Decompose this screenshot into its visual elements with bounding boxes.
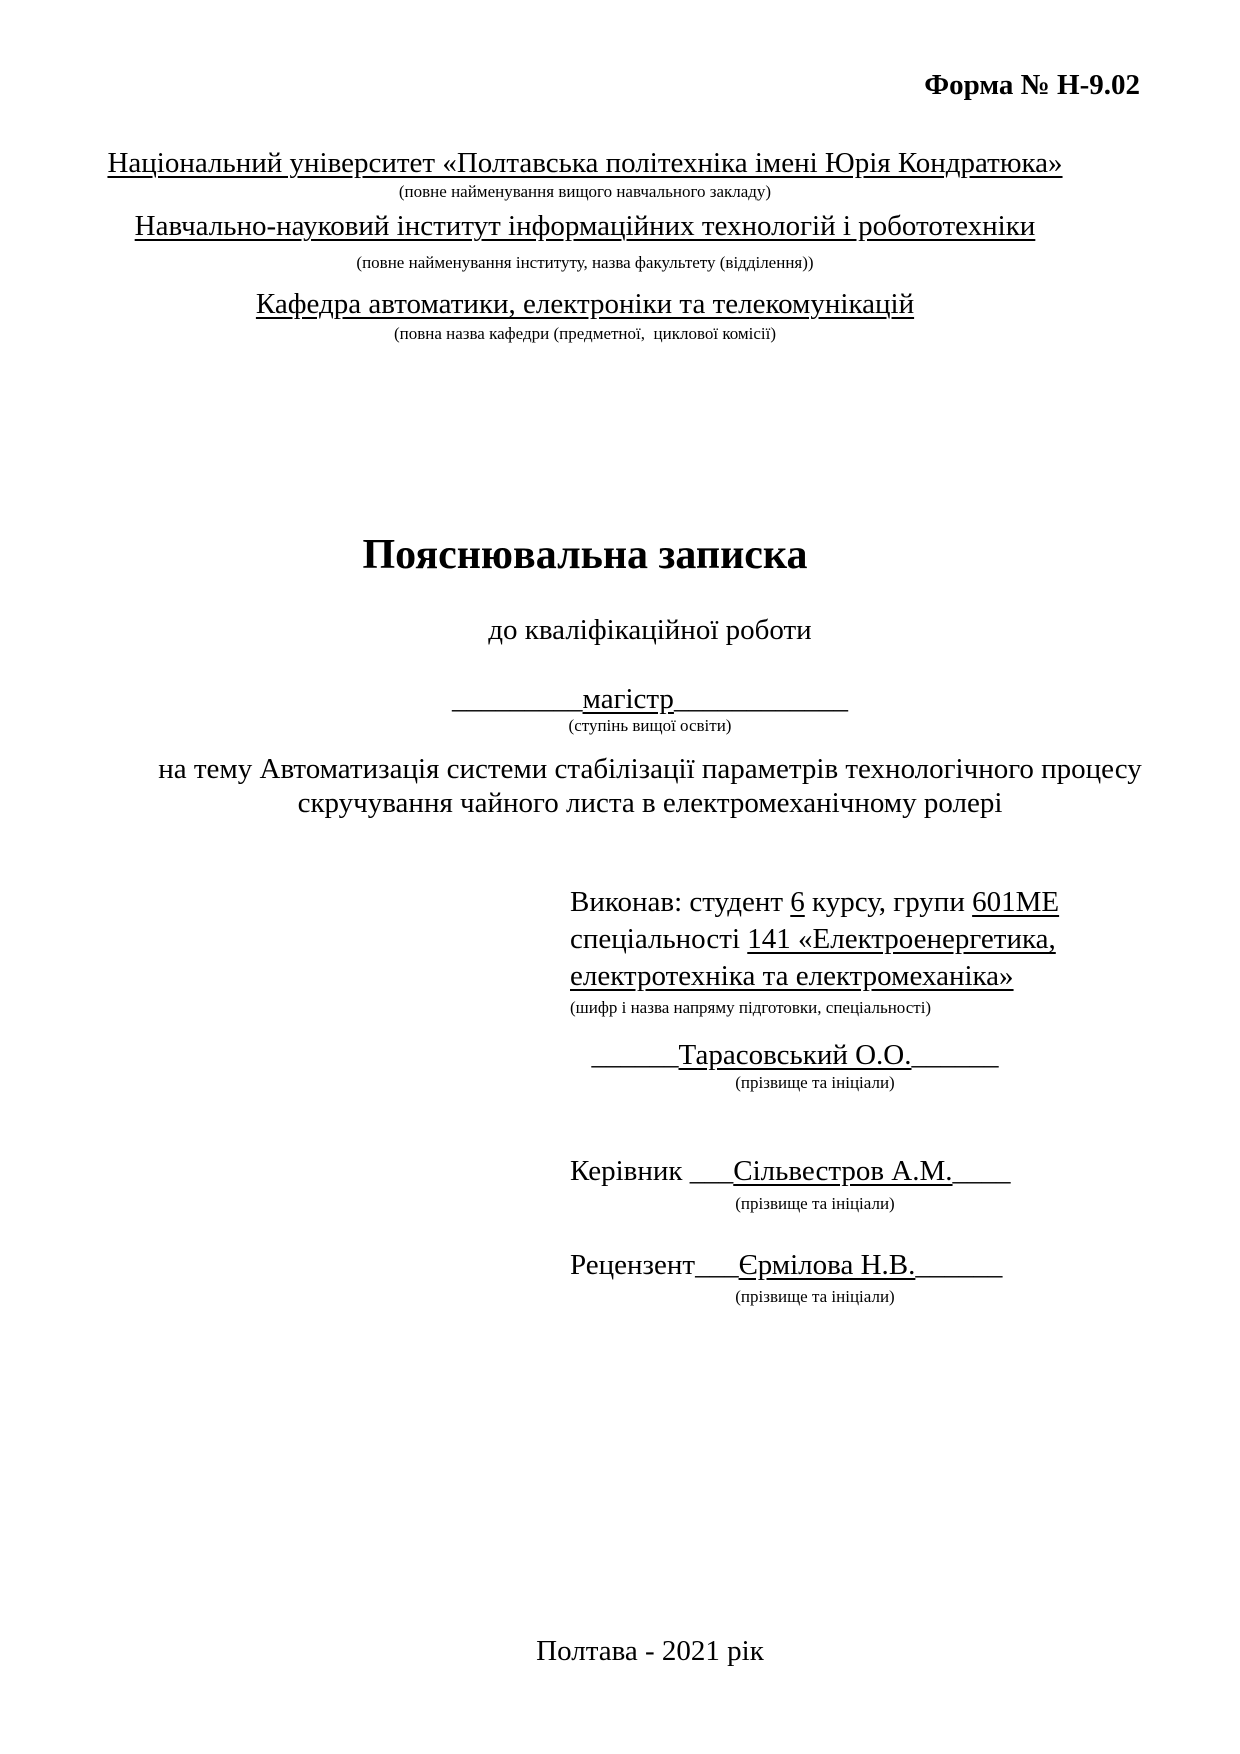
performer-line1-text2: курсу, групи bbox=[804, 886, 973, 918]
university-name-text: Національний університет «Полтавська політехніка імені Юрія Кондратюка» bbox=[107, 147, 1063, 179]
reviewer-suffix-underscores: ______ bbox=[915, 1249, 1003, 1281]
thesis-topic-line1: на тему Автоматизація системи стабілізації параметрів технологічного процесу bbox=[158, 753, 1142, 785]
degree-caption: (ступінь вищої освіти) bbox=[568, 716, 732, 735]
department-name bbox=[0, 287, 1170, 321]
specialty-label: спеціальності bbox=[570, 923, 748, 955]
department-caption: (повна назва кафедри (предметної, циклової комісії) bbox=[393, 324, 777, 343]
supervisor-line bbox=[570, 1154, 1011, 1188]
supervisor-caption: (прізвище та ініціали) bbox=[735, 1194, 895, 1213]
degree-value: магістр bbox=[582, 683, 674, 715]
footer-city-year: Полтава - 2021 рік bbox=[536, 1635, 764, 1667]
supervisor-suffix-underscores: ____ bbox=[952, 1155, 1011, 1187]
document-subtitle: до кваліфікаційної роботи bbox=[488, 614, 812, 646]
specialty-line1 bbox=[570, 921, 1059, 958]
performer-name: Тарасовський О.О. bbox=[678, 1039, 912, 1071]
reviewer-line bbox=[570, 1248, 1002, 1282]
specialty-caption: (шифр і назва напряму підготовки, спеціальності) bbox=[570, 998, 932, 1017]
form-number: Форма № Н-9.02 bbox=[924, 69, 1140, 101]
university-name bbox=[0, 146, 1170, 180]
performer-name-caption: (прізвище та ініціали) bbox=[735, 1073, 895, 1092]
reviewer-caption: (прізвище та ініціали) bbox=[735, 1287, 895, 1306]
supervisor-name: Сільвестров А.М. bbox=[733, 1155, 953, 1187]
department-name-text: Кафедра автоматики, електроніки та телекомунікацій bbox=[255, 288, 915, 320]
document-title: Пояснювальна записка bbox=[362, 532, 808, 578]
university-caption: (повне найменування вищого навчального закладу) bbox=[398, 182, 772, 201]
performer-block bbox=[570, 884, 1059, 1017]
reviewer-prefix-underscores: ___ bbox=[695, 1249, 739, 1281]
group-number: 601МЕ bbox=[972, 886, 1060, 918]
institute-name-text: Навчально-науковий інститут інформаційних технологій і робототехніки bbox=[134, 210, 1036, 242]
performer-name-prefix-underscores: ______ bbox=[591, 1039, 679, 1071]
reviewer-name: Єрмілова Н.В. bbox=[738, 1249, 916, 1281]
course-number: 6 bbox=[790, 886, 805, 918]
institute-caption: (повне найменування інституту, назва факультету (відділення)) bbox=[356, 253, 814, 272]
institute-name bbox=[0, 209, 1170, 243]
specialty-name-continued: електротехніка та електромеханіка» bbox=[570, 960, 1014, 992]
thesis-topic-line2: скручування чайного листа в електромеханічному ролері bbox=[297, 787, 1003, 819]
degree-prefix-underscores: _________ bbox=[452, 683, 583, 715]
supervisor-prefix-underscores: ___ bbox=[689, 1155, 734, 1187]
reviewer-label: Рецензент bbox=[570, 1249, 696, 1281]
performer-line1 bbox=[570, 884, 1059, 921]
degree-line bbox=[60, 682, 1240, 716]
degree-suffix-underscores: ____________ bbox=[673, 683, 848, 715]
supervisor-label: Керівник bbox=[570, 1155, 690, 1187]
specialty-code-name: 141 «Електроенергетика, bbox=[747, 923, 1056, 955]
performer-name-suffix-underscores: ______ bbox=[911, 1039, 999, 1071]
performer-name-line bbox=[570, 1038, 1020, 1072]
thesis-topic bbox=[60, 752, 1240, 820]
performer-line1-text: Виконав: студент bbox=[570, 886, 791, 918]
specialty-line2 bbox=[570, 958, 1059, 995]
